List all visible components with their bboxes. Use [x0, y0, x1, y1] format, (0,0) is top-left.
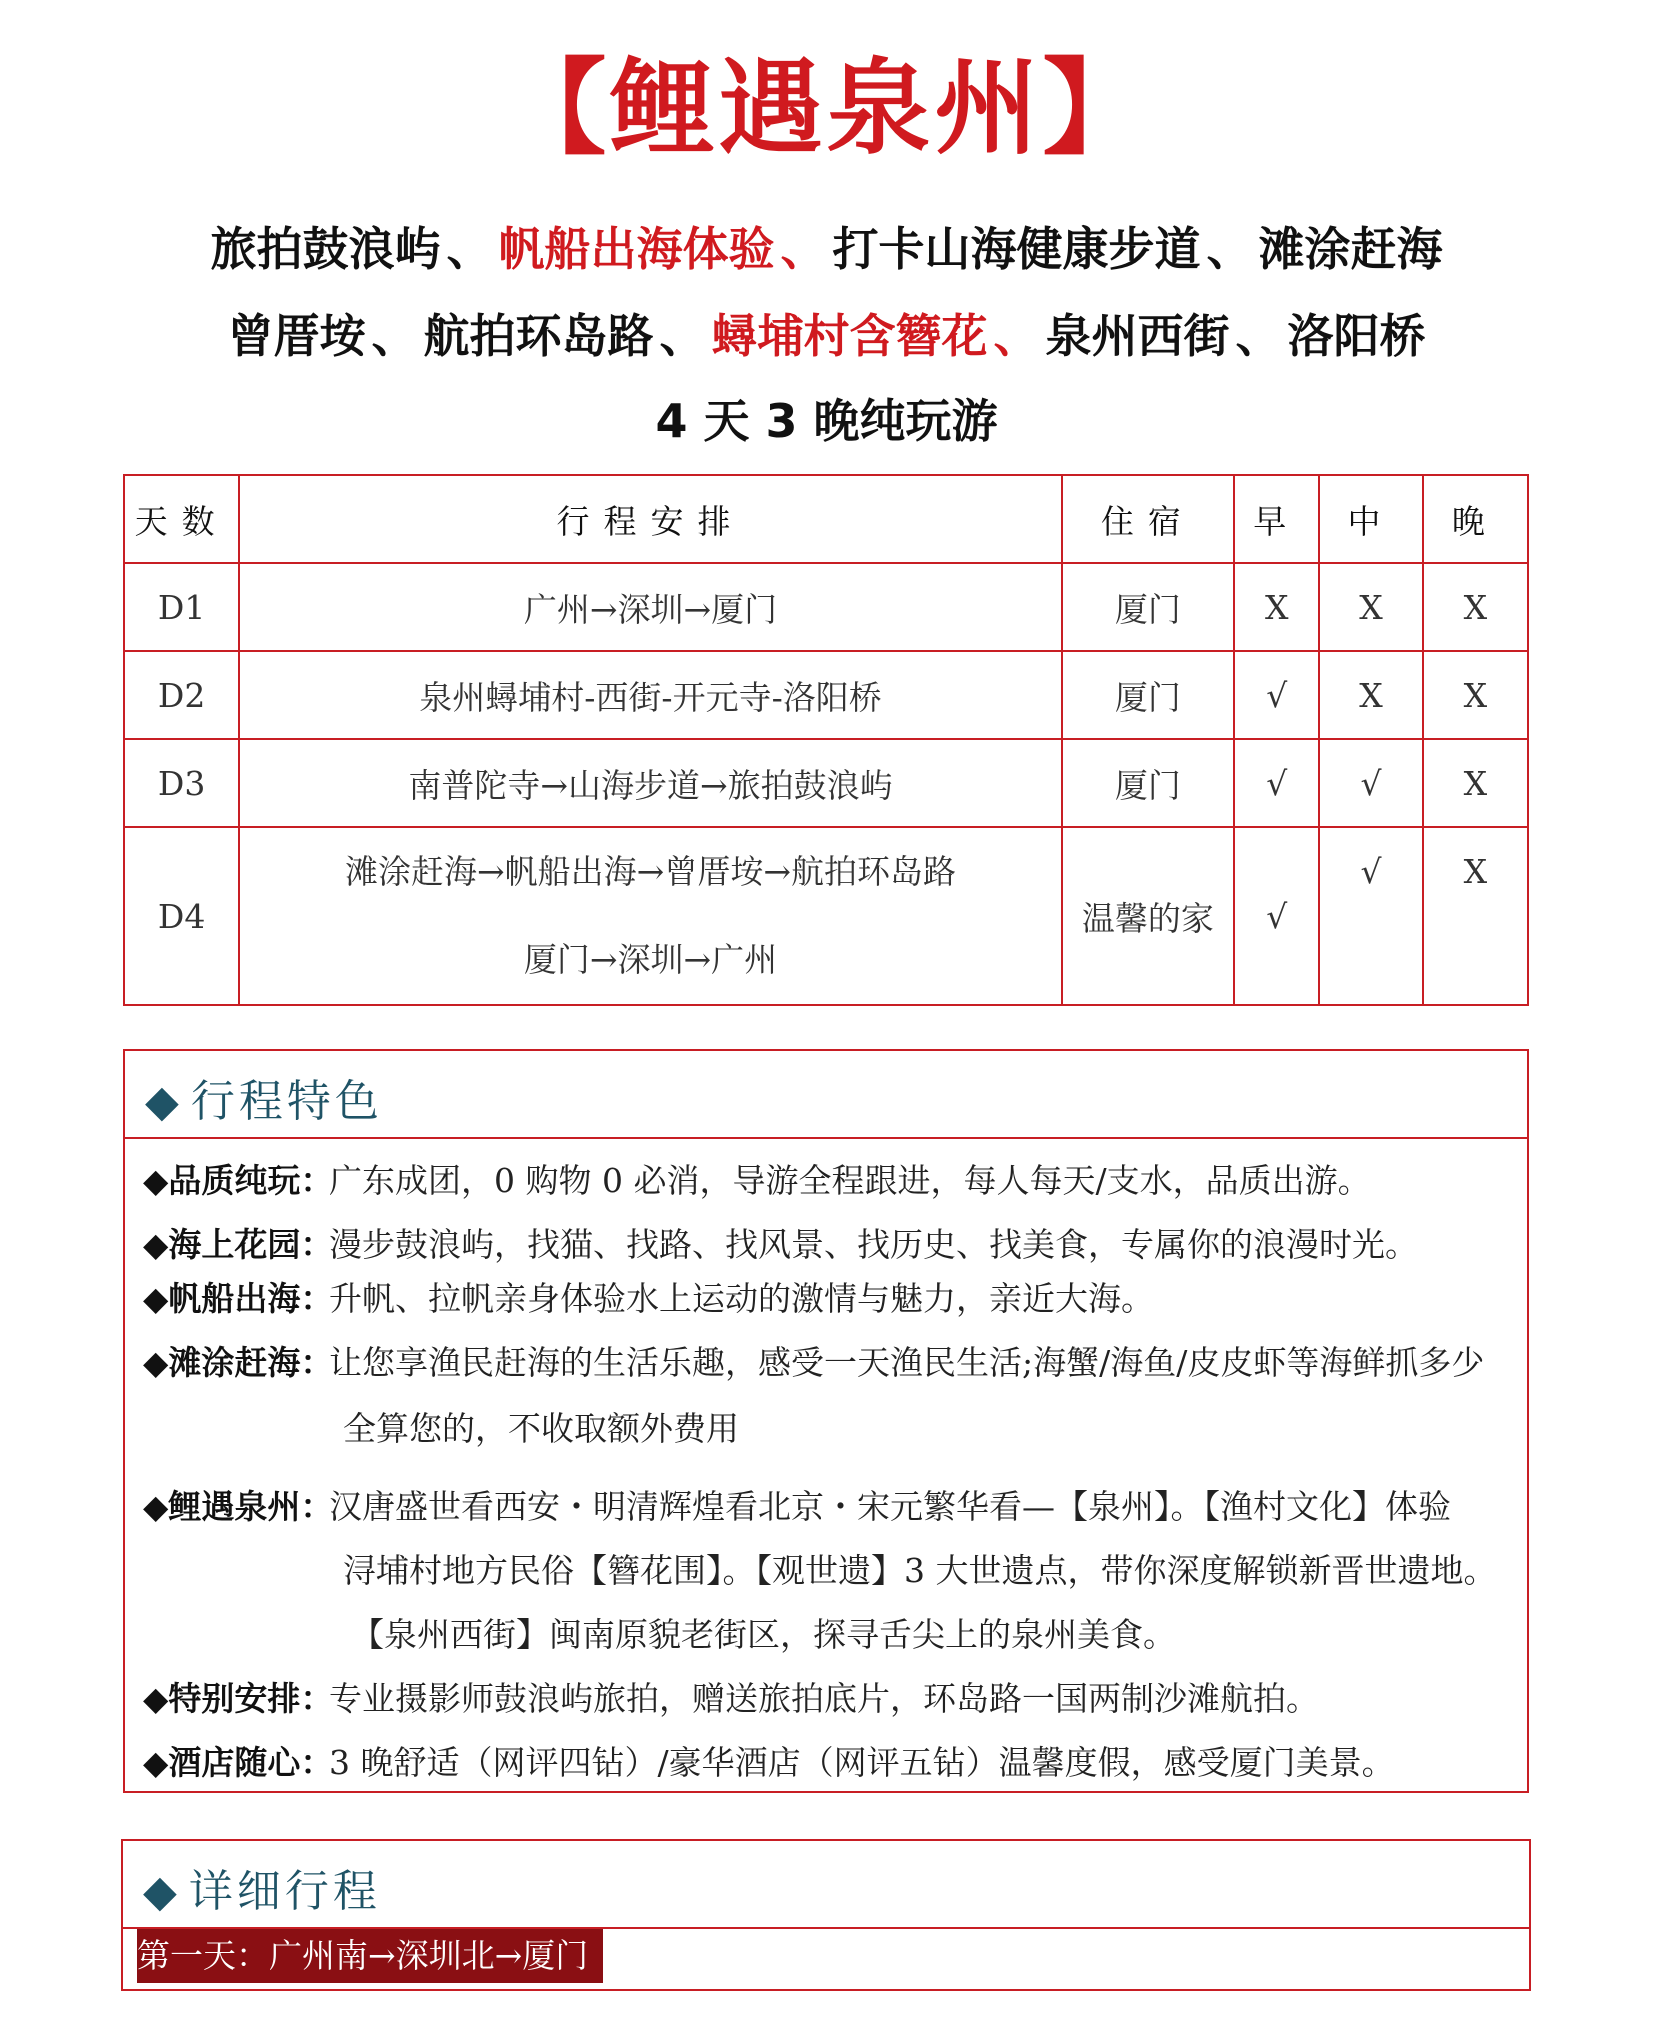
header-route: 行程安排 [239, 475, 1061, 563]
subtitle-segment: 打卡山海健康步道 [832, 222, 1201, 276]
subtitle-segment: 、 [446, 222, 493, 276]
feature-item [143, 1155, 1371, 1202]
feature-text: 广东成团，0 购物 0 必消，导游全程跟进，每人每天/支水，品质出游。 [329, 1161, 1371, 1200]
cell-lunch: X [1319, 651, 1422, 739]
feature-item [143, 1737, 1395, 1784]
cell-breakfast: X [1234, 563, 1319, 651]
subtitle-segment: 、 [993, 309, 1040, 363]
cell-dinner: X [1423, 563, 1528, 651]
itinerary-table [123, 474, 1529, 1006]
cell-lunch: √ [1319, 739, 1422, 827]
feature-item [143, 1337, 1484, 1384]
subtitle-segment: 蟳埔村含簪花 [711, 309, 988, 363]
feature-label: ◆特别安排： [143, 1679, 334, 1718]
subtitle-line-3: 4 天 3 晚纯玩游 [655, 394, 998, 448]
cell-breakfast: √ [1234, 651, 1319, 739]
subtitle-line-1 [0, 222, 1653, 276]
cell-route [239, 827, 1061, 1005]
header-breakfast: 早 [1234, 475, 1319, 563]
header-dinner: 晚 [1423, 475, 1528, 563]
subtitle-segment: 泉州西街 [1045, 309, 1230, 363]
subtitle-segment: 曾厝垵 [227, 309, 366, 363]
cell-lunch: X [1319, 563, 1422, 651]
feature-text: 专业摄影师鼓浪屿旅拍，赠送旅拍底片，环岛路一国两制沙滩航拍。 [329, 1679, 1319, 1718]
cell-hotel: 温馨的家 [1062, 827, 1234, 1005]
cell-day: D3 [124, 739, 239, 827]
table-row [124, 651, 1528, 739]
subtitle-segment: 、 [659, 309, 706, 363]
cell-dinner: X [1423, 827, 1528, 1005]
feature-label: ◆鲤遇泉州： [143, 1487, 334, 1526]
cell-hotel: 厦门 [1062, 739, 1234, 827]
day-one-bar: 第一天：广州南→深圳北→厦门 [137, 1929, 603, 1983]
diamond-icon: ◆ [143, 1866, 181, 1917]
feature-item [143, 1673, 1319, 1720]
table-row [124, 563, 1528, 651]
table-header-row [124, 475, 1528, 563]
cell-route: 广州→深圳→厦门 [239, 563, 1061, 651]
diamond-icon: ◆ [145, 1076, 183, 1127]
feature-text: 3 晚舒适（网评四钻）/豪华酒店（网评五钻）温馨度假，感受厦门美景。 [329, 1743, 1395, 1782]
features-box [123, 1049, 1529, 1793]
feature-label: ◆帆船出海： [143, 1279, 334, 1318]
page-title: 【鲤遇泉州】 [502, 47, 1151, 169]
feature-text: 漫步鼓浪屿，找猫、找路、找风景、找历史、找美食，专属你的浪漫时光。 [329, 1225, 1418, 1264]
table-row [124, 827, 1528, 1005]
header-day: 天数 [124, 475, 239, 563]
table-row [124, 739, 1528, 827]
feature-text-continued: 浔埔村地方民俗【簪花围】。【观世遗】3 大世遗点，带你深度解锁新晋世遗地。 [343, 1551, 1497, 1590]
features-heading: 行程特色 [190, 1076, 383, 1127]
header-lunch: 中 [1319, 475, 1422, 563]
cell-breakfast: √ [1234, 827, 1319, 1005]
cell-day: D4 [124, 827, 239, 1005]
feature-item [143, 1481, 1451, 1528]
cell-lunch: √ [1319, 827, 1422, 1005]
cell-breakfast: √ [1234, 739, 1319, 827]
feature-text: 升帆、拉帆亲身体验水上运动的激情与魅力，亲近大海。 [329, 1279, 1154, 1318]
feature-label: ◆滩涂赶海： [143, 1343, 334, 1382]
feature-item [143, 1219, 1418, 1266]
subtitle-segment: 滩涂赶海 [1258, 222, 1443, 276]
cell-route: 泉州蟳埔村-西街-开元寺-洛阳桥 [239, 651, 1061, 739]
subtitle-segment: 洛阳桥 [1287, 309, 1426, 363]
feature-label: ◆海上花园： [143, 1225, 334, 1264]
features-header [125, 1051, 1527, 1139]
feature-label: ◆酒店随心： [143, 1743, 334, 1782]
cell-dinner: X [1423, 739, 1528, 827]
detail-box [121, 1839, 1531, 1991]
feature-label: ◆品质纯玩： [143, 1161, 334, 1200]
cell-hotel: 厦门 [1062, 563, 1234, 651]
route-line-2: 厦门→深圳→广州 [523, 940, 778, 979]
cell-day: D2 [124, 651, 239, 739]
subtitle-segment: 、 [780, 222, 827, 276]
feature-text: 汉唐盛世看西安・明清辉煌看北京・宋元繁华看—【泉州】。【渔村文化】体验 [329, 1487, 1451, 1526]
subtitle-segment: 、 [1206, 222, 1253, 276]
feature-item [143, 1273, 1154, 1320]
subtitle-segment: 帆船出海体验 [498, 222, 775, 276]
cell-day: D1 [124, 563, 239, 651]
subtitle-line-2 [0, 309, 1653, 363]
feature-text-continued: 全算您的，不收取额外费用 [343, 1409, 739, 1448]
header-hotel: 住宿 [1062, 475, 1234, 563]
feature-text-continued: 【泉州西街】闽南原貌老街区，探寻舌尖上的泉州美食。 [351, 1615, 1176, 1654]
detail-header [123, 1841, 1529, 1929]
cell-dinner: X [1423, 651, 1528, 739]
feature-text: 让您享渔民赶海的生活乐趣，感受一天渔民生活;海蟹/海鱼/皮皮虾等海鲜抓多少 [329, 1343, 1485, 1382]
subtitle-segment: 航拍环岛路 [423, 309, 654, 363]
subtitle-segment: 、 [371, 309, 418, 363]
cell-hotel: 厦门 [1062, 651, 1234, 739]
cell-route: 南普陀寺→山海步道→旅拍鼓浪屿 [239, 739, 1061, 827]
subtitle-segment: 、 [1235, 309, 1282, 363]
detail-heading: 详细行程 [188, 1866, 381, 1917]
subtitle-segment: 旅拍鼓浪屿 [210, 222, 441, 276]
route-line-1: 滩涂赶海→帆船出海→曾厝垵→航拍环岛路 [345, 852, 956, 891]
